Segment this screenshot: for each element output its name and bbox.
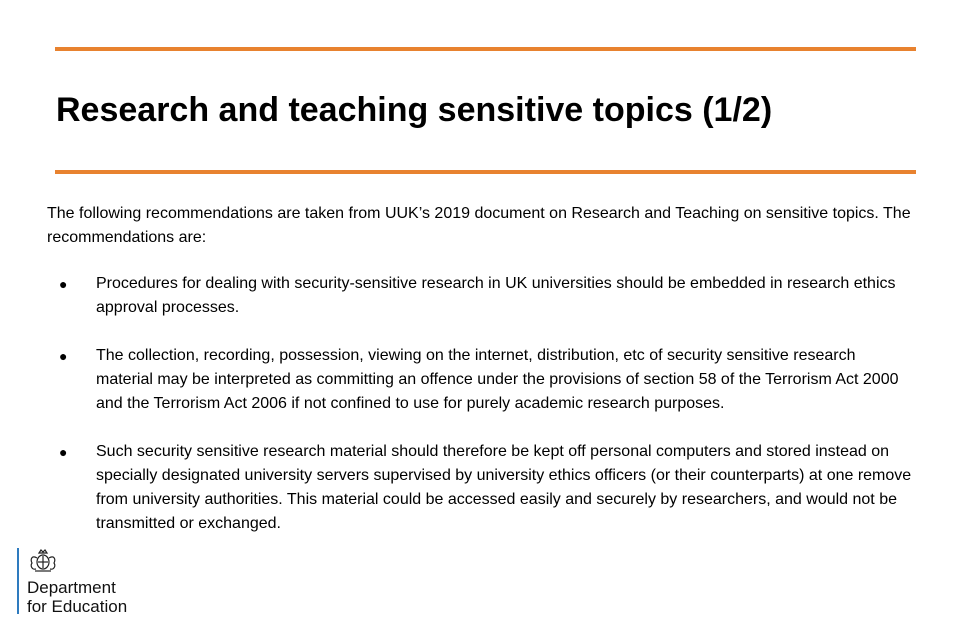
list-item [55, 272, 915, 320]
list-item [55, 344, 915, 416]
list-item-text: The collection, recording, possession, viewing on the internet, distribution, etc of security sensitive research material may be interpreted as committing an offence under the provisions of section 58 of the Terrorism Act 2000 and the Terrorism Act 2006 if not confined to use for purely academic research purposes. [96, 347, 899, 412]
list-item [55, 440, 915, 536]
slide-title: Research and teaching sensitive topics (1/2) [56, 91, 773, 129]
bullet-icon: ● [59, 348, 68, 364]
logo-text [27, 578, 127, 616]
logo-org-line1: Department [27, 578, 116, 597]
department-logo [17, 548, 157, 618]
top-accent-rule [55, 47, 916, 51]
intro-paragraph: The following recommendations are taken from UUK’s 2019 document on Research and Teaching on sensitive topics. The recommendations are: [47, 205, 911, 246]
logo-org-line2: for Education [27, 597, 128, 616]
logo-bar [17, 548, 19, 614]
bullet-icon: ● [59, 276, 68, 292]
royal-crest-icon [26, 548, 60, 574]
list-item-text: Such security sensitive research material should therefore be kept off personal computers and stored instead on specially designated university servers supervised by university ethics officers (or their counterparts) at one remove from university authorities. This material could be accessed easily and securely by researchers, and would not be transmitted or exchanged. [96, 443, 912, 532]
bottom-accent-rule [55, 170, 916, 174]
bullet-icon: ● [59, 444, 68, 460]
recommendations-list [55, 272, 915, 560]
list-item-text: Procedures for dealing with security-sensitive research in UK universities should be embedded in research ethics approval processes. [96, 275, 896, 316]
